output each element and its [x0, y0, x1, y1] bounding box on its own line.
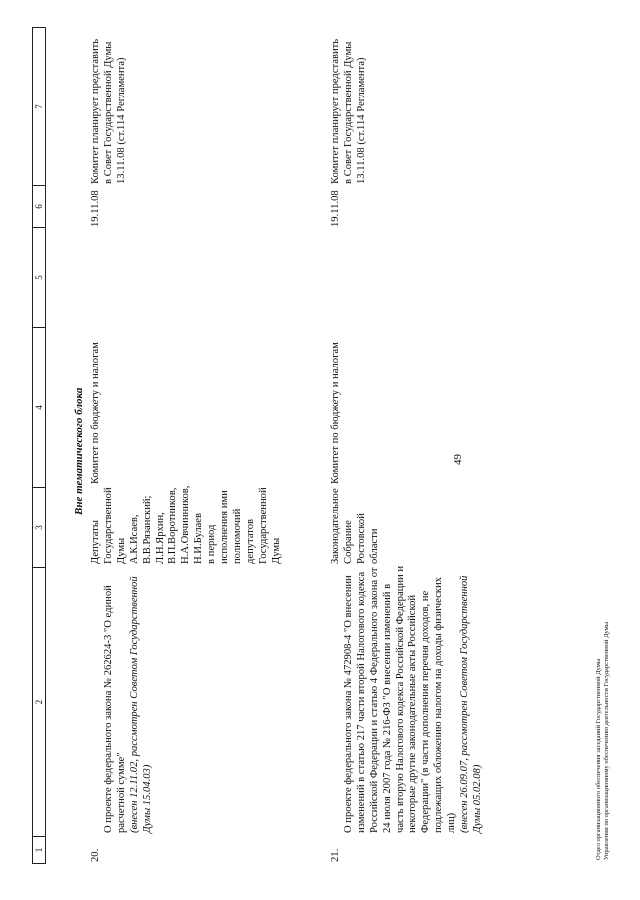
bill-result: Комитет планирует представить в Совет Государственной Думы 13.11.08 (ст.114 Регламента) — [330, 38, 367, 184]
column-header — [32, 27, 46, 864]
bill-title-cell — [90, 565, 155, 833]
bill-note: (внесен 12.11.02, рассмотрен Советом Государственной Думы 15.04.03) — [128, 576, 153, 833]
bill-authors: Законодательное Собрание Ростовской области — [330, 488, 380, 564]
row-number: 21. — [330, 848, 341, 862]
column-number: 1 — [33, 836, 45, 863]
column-number: 5 — [33, 227, 45, 327]
bill-committee: Комитет по бюджету и налогам — [330, 342, 341, 484]
bill-title-cell — [330, 565, 485, 833]
column-number: 2 — [33, 567, 45, 836]
bill-date: 19.11.08 — [330, 190, 341, 227]
page-number: 49 — [452, 454, 464, 465]
column-number: 3 — [33, 487, 45, 567]
bill-title: О проекте федерального закона № 262624-3 "О единой расчетной сумме" — [102, 585, 127, 833]
footer-line: Отдел организационного обеспечения заседаний Государственной Думы — [595, 658, 602, 860]
bill-date: 19.11.08 — [90, 190, 101, 227]
row-number: 20. — [90, 848, 101, 862]
bill-authors: Депутаты Государственной Думы А.К.Исаев, В.В.Рязанский; Л.Н.Ярхин, В.П.Воротников, Н.А.Овчинников, Н.И.Булаев в период исполнения ими полномочий депутатов Государственной Думы — [90, 485, 282, 564]
footer-line: Управления по организационному обеспечению деятельности Государственной Думы — [603, 621, 610, 860]
bill-title: О проекте федерального закона № 472908-4 "О внесении изменений в статью 217 части второй Налогового кодекса Российской Федерации и статью 4 Федерального закона от 24 июля 2007 года № 216-ФЗ "О внесении изменений в часть вторую Налогового кодекса Российской Федерации и некоторые другие законодательные акты Российской Федерации" (в части дополнения перечня доходов, не подлежащих обложению налогом на доходы физических лиц) — [342, 565, 458, 833]
bill-committee: Комитет по бюджету и налогам — [90, 342, 101, 484]
column-number: 7 — [34, 104, 44, 109]
column-number: 6 — [33, 185, 45, 227]
bill-note: (внесен 26.09.07, рассмотрен Советом Государственной Думы 05.02.08) — [459, 575, 483, 833]
bill-result: Комитет планирует представить в Совет Государственной Думы 13.11.08 (ст.114 Регламента) — [90, 38, 127, 184]
section-title: Вне тематического блока — [73, 387, 85, 515]
column-number: 4 — [33, 327, 45, 487]
footer — [595, 622, 611, 860]
